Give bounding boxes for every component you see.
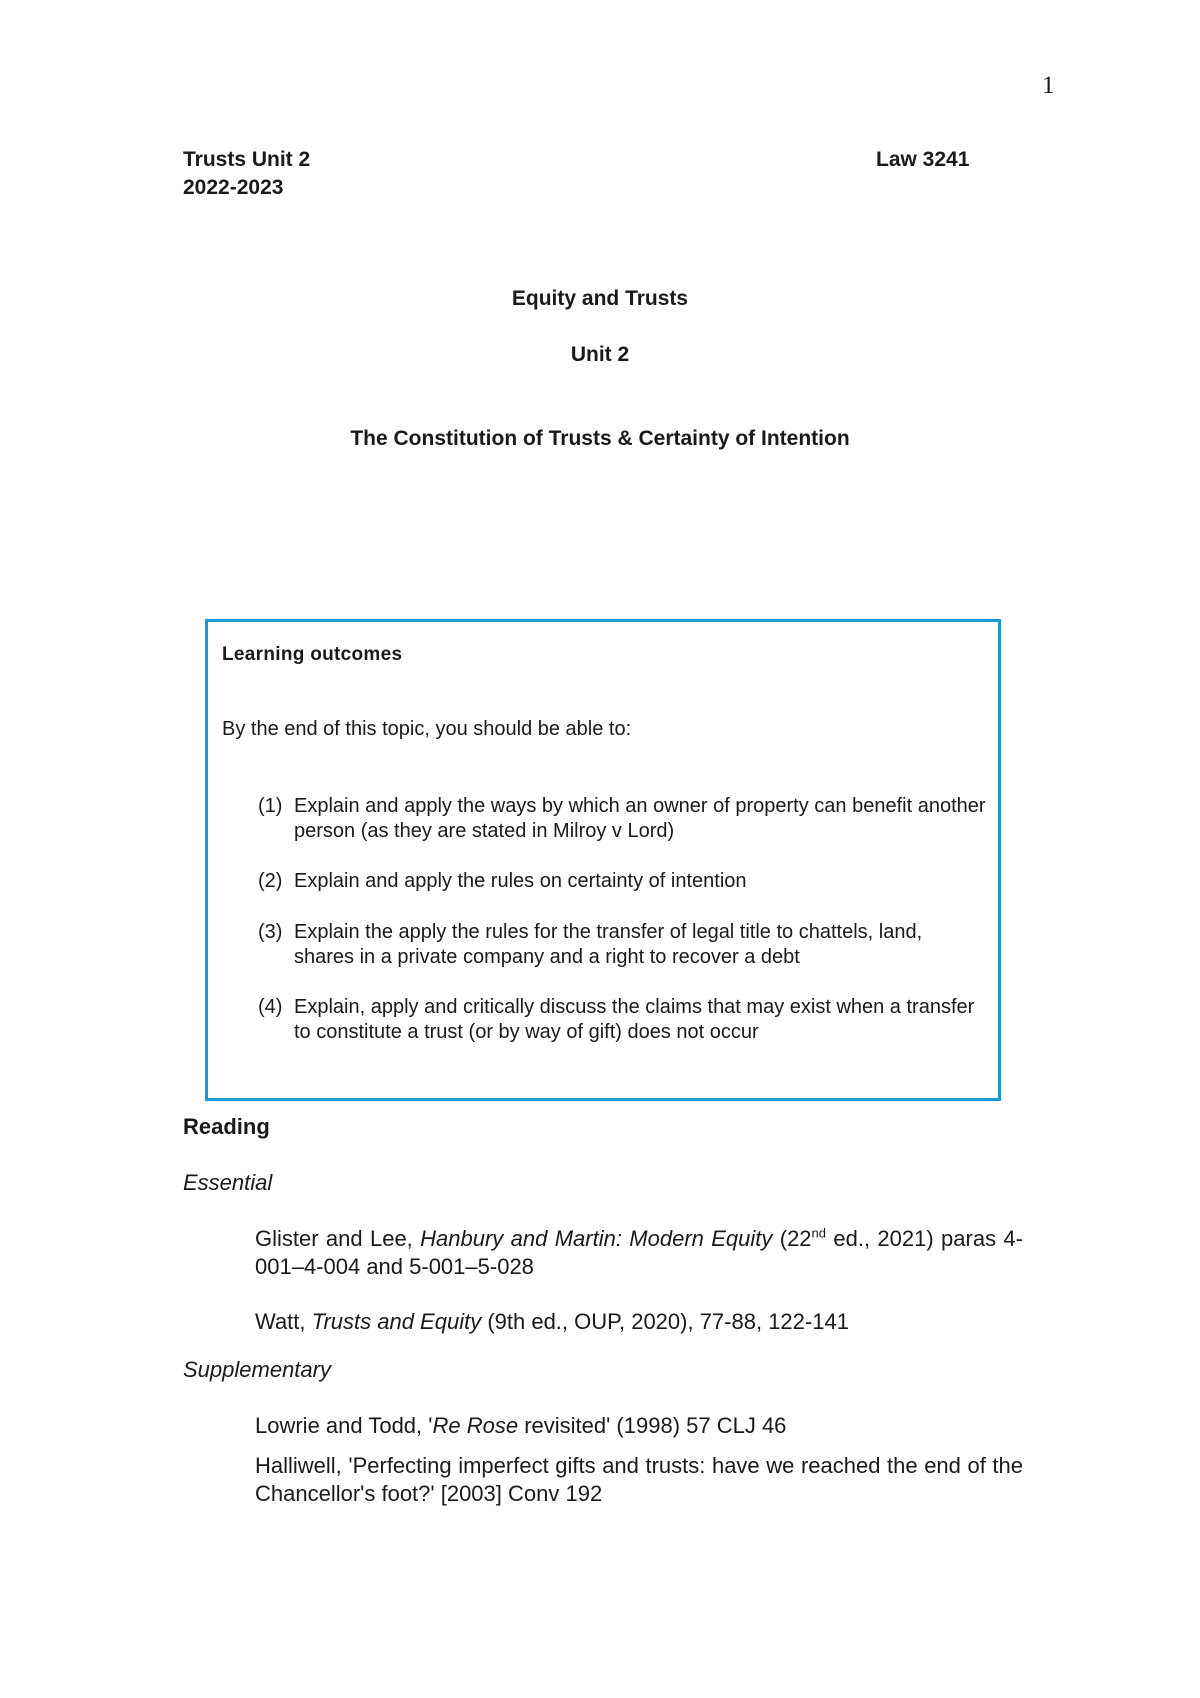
ref-author: Watt,	[255, 1309, 312, 1334]
outcome-item	[258, 869, 986, 894]
ref-details: ed., 2021) paras 4-001–4-004 and 5-001–5-028	[255, 1226, 1023, 1279]
learning-outcomes-heading: Learning outcomes	[222, 644, 403, 665]
ref-details: (9th ed., OUP, 2020), 77-88, 122-141	[481, 1309, 849, 1334]
outcome-text: Explain and apply the ways by which an owner of property can benefit another person (as they are stated in Milroy v Lord)	[294, 795, 986, 842]
course-code: Law 3241	[876, 148, 970, 171]
ref-author: Lowrie and Todd, '	[255, 1413, 433, 1438]
reference-lowrie-todd	[255, 1412, 1023, 1440]
ref-work: Trusts and Equity	[311, 1309, 482, 1334]
reference-halliwell: Halliwell, 'Perfecting imperfect gifts and trusts: have we reached the end of the Chancellor's foot?' [2003] Conv 192	[255, 1453, 1023, 1506]
course-title: Equity and Trusts	[511, 287, 689, 310]
outcome-number: (1)	[258, 795, 283, 817]
academic-year: 2022-2023	[183, 176, 284, 199]
ref-author: Glister and Lee,	[255, 1226, 421, 1251]
outcome-item	[258, 920, 986, 970]
topic-title: The Constitution of Trusts & Certainty of Intention	[350, 427, 850, 450]
outcome-item	[258, 995, 986, 1045]
reference-hanbury	[255, 1225, 1023, 1281]
unit-label: Trusts Unit 2	[183, 148, 311, 171]
outcome-item	[258, 794, 986, 844]
ref-work: Hanbury and Martin: Modern Equity	[420, 1226, 773, 1251]
reference-watt	[255, 1308, 1023, 1336]
ref-edition: (22	[772, 1226, 812, 1251]
outcome-number: (2)	[258, 870, 283, 892]
outcome-number: (4)	[258, 996, 283, 1018]
learning-outcomes-intro: By the end of this topic, you should be able to:	[222, 718, 632, 740]
outcome-text: Explain and apply the rules on certainty of intention	[294, 870, 747, 892]
reading-heading: Reading	[183, 1114, 270, 1139]
learning-outcomes-box	[205, 619, 1001, 1101]
page-number: 1	[1042, 72, 1055, 99]
outcome-text: Explain the apply the rules for the transfer of legal title to chattels, land, shares in a private company and a right to recover a debt	[294, 921, 923, 968]
ref-work: Re Rose	[432, 1413, 519, 1438]
supplementary-heading: Supplementary	[183, 1357, 331, 1382]
unit-title: Unit 2	[570, 343, 630, 366]
ref-details: revisited' (1998) 57 CLJ 46	[518, 1413, 787, 1438]
header-left	[183, 146, 310, 202]
outcome-number: (3)	[258, 921, 283, 943]
ref-edition-suffix: nd	[811, 1225, 827, 1241]
essential-heading: Essential	[183, 1170, 273, 1195]
outcome-text: Explain, apply and critically discuss the claims that may exist when a transfer to constitute a trust (or by way of gift) does not occur	[294, 996, 975, 1043]
